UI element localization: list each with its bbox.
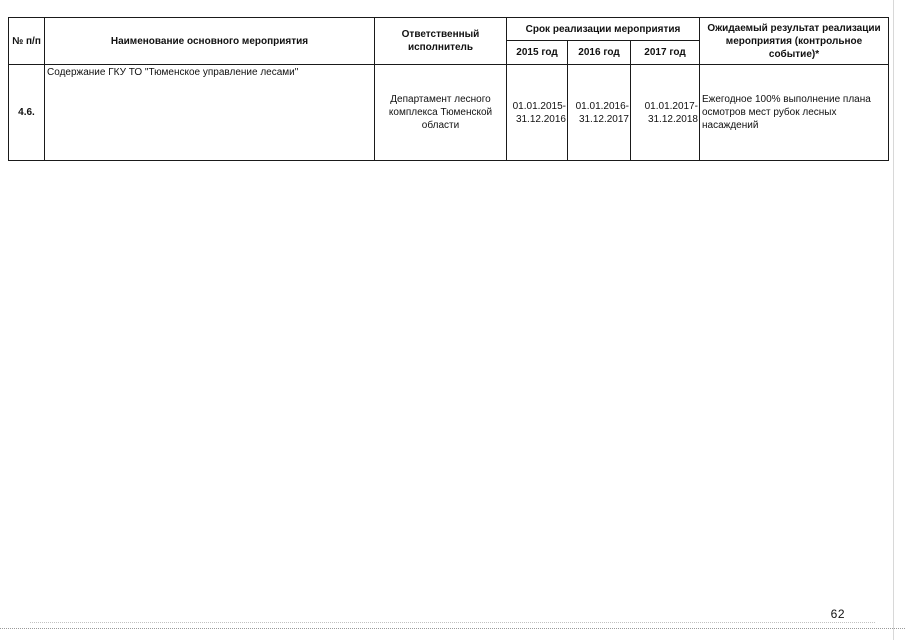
header-year-2016: 2016 год	[568, 41, 631, 65]
scan-edge-line	[893, 0, 894, 640]
footer-rule	[0, 628, 905, 629]
activities-table	[8, 17, 889, 161]
header-executor: Ответственный исполнитель	[375, 18, 507, 65]
row-name: Содержание ГКУ ТО "Тюменское управление лесами"	[45, 65, 375, 161]
header-row-top	[9, 18, 889, 41]
header-result: Ожидаемый результат реализации мероприятия (контрольное событие)*	[700, 18, 889, 65]
header-year-2015: 2015 год	[507, 41, 568, 65]
header-year-2017: 2017 год	[631, 41, 700, 65]
row-period-2016: 01.01.2016-31.12.2017	[568, 65, 631, 161]
table-row	[9, 65, 889, 161]
row-executor: Департамент лесного комплекса Тюменской области	[375, 65, 507, 161]
row-period-2017: 01.01.2017-31.12.2018	[631, 65, 700, 161]
page-number: 62	[830, 607, 845, 621]
header-num: № п/п	[9, 18, 45, 65]
row-period-2015: 01.01.2015-31.12.2016	[507, 65, 568, 161]
header-name: Наименование основного мероприятия	[45, 18, 375, 65]
row-result: Ежегодное 100% выполнение плана осмотров мест рубок лесных насаждений	[700, 65, 889, 161]
footer-dotted-line	[30, 622, 875, 623]
row-num: 4.6.	[9, 65, 45, 161]
header-period: Срок реализации мероприятия	[507, 18, 700, 41]
